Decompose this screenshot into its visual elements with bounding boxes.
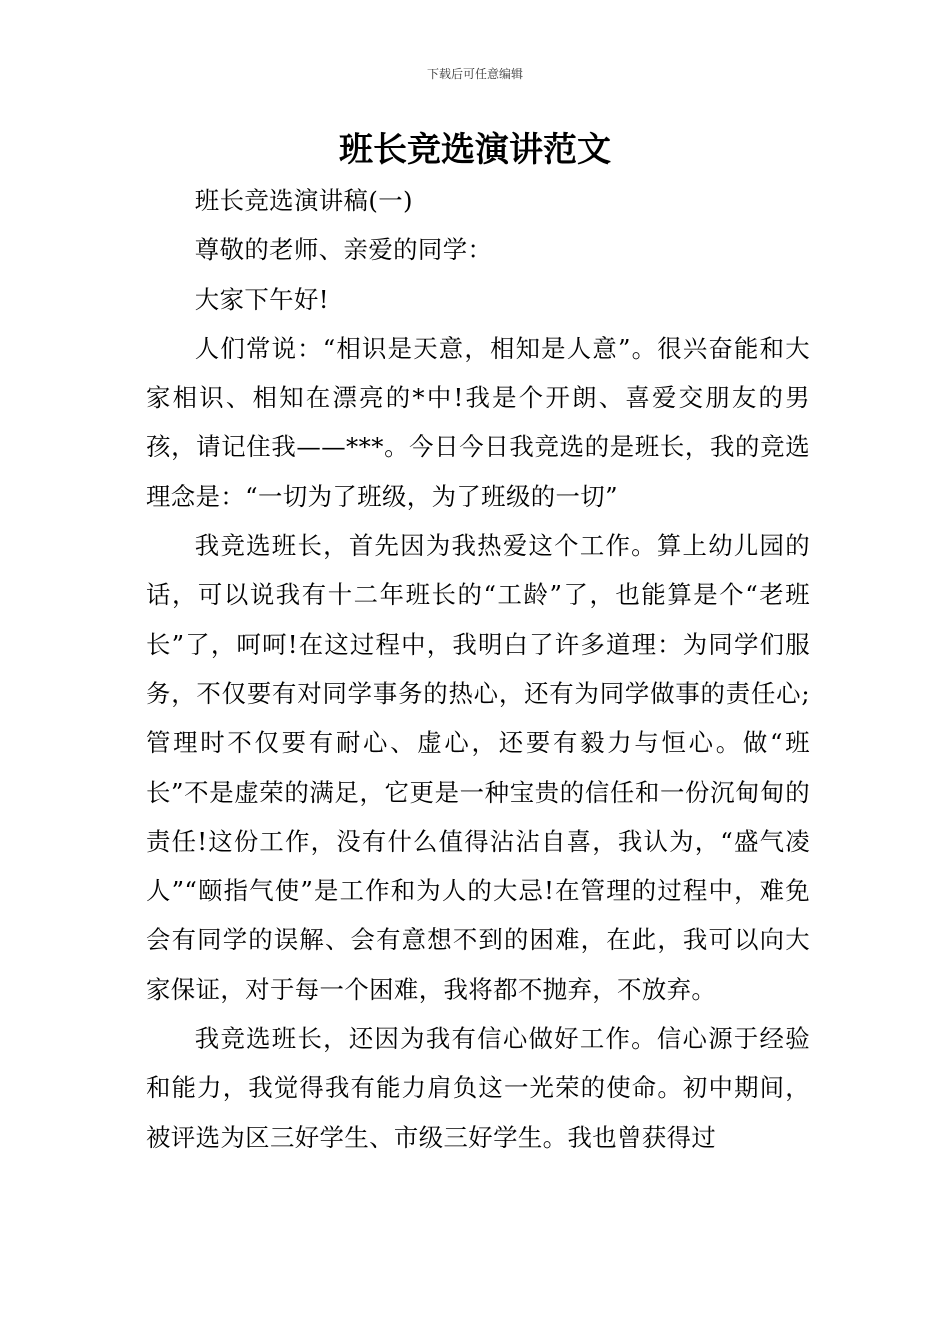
paragraph-greeting: 大家下午好! (194, 284, 329, 314)
document-body (146, 176, 810, 1162)
paragraph-reason-love: 我竞选班长，首先因为我热爱这个工作。算上幼儿园的话，可以说我有十二年班长的“工龄”了，也能算是个“老班长”了，呵呵!在这过程中，我明白了许多道理：为同学们服务，不仅要有对同学事务的热心，还有为同学做事的责任心;管理时不仅要有耐心、虚心，还要有毅力与恒心。做“班长”不是虚荣的满足，它更是一种宝贵的信任和一份沉甸甸的责任!这份工作，没有什么值得沾沾自喜，我认为，“盛气凌人”“颐指气使”是工作和为人的大忌!在管理的过程中，难免会有同学的误解、会有意想不到的困难，在此，我可以向大家保证，对于每一个困难，我将都不抛弃，不放弃。 (146, 531, 810, 1004)
paragraph-reason-confidence: 我竞选班长，还因为我有信心做好工作。信心源于经验和能力，我觉得我有能力肩负这一光荣的使命。初中期间，被评选为区三好学生、市级三好学生。我也曾获得过 (146, 1024, 810, 1152)
paragraph-introduction: 人们常说：“相识是天意，相知是人意”。很兴奋能和大家相识、相知在漂亮的*中!我是个开朗、喜爱交朋友的男孩，请记住我——***。今日今日我竞选的是班长，我的竞选理念是：“一切为了班级，为了班级的一切” (146, 333, 810, 511)
header-note: 下载后可任意编辑 (426, 67, 523, 81)
paragraph-salutation: 尊敬的老师、亲爱的同学： (194, 235, 493, 265)
paragraph-subtitle: 班长竞选演讲稿(一) (194, 186, 413, 215)
document-title: 班长竞选演讲范文 (339, 130, 611, 170)
